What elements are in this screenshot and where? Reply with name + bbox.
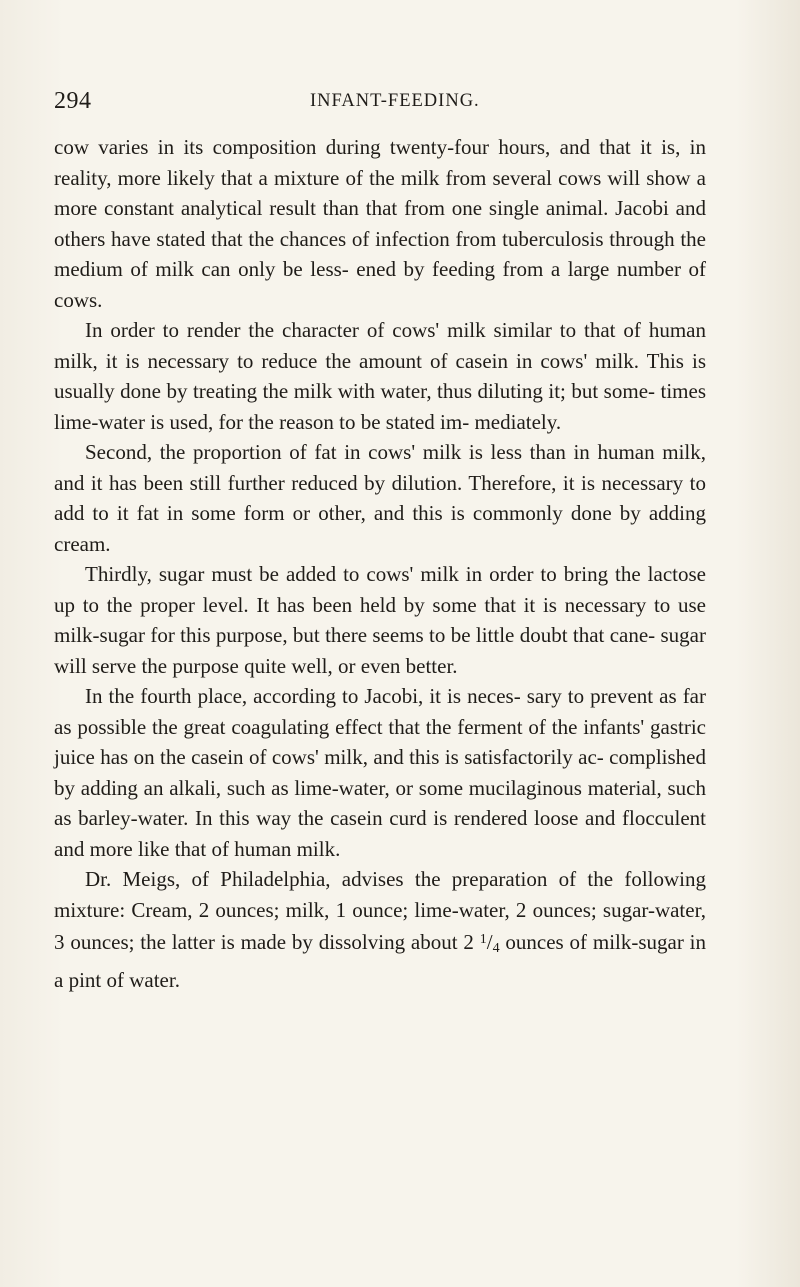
paragraph-meigs-mixture bbox=[54, 864, 706, 995]
paragraph-continued: cow varies in its composition during twenty-four hours, and that it is, in reality, more likely that a mixture of the milk from several cows will show a more constant analytical result than that from one single animal. Jacobi and others have stated that the chances of infection from tuberculosis through the medium of milk can only be less- ened by feeding from a large number of cows. bbox=[54, 135, 706, 312]
meigs-text-after-fraction: ounces of milk-sugar in a pint of water. bbox=[54, 930, 706, 992]
paragraph-casein: In order to render the character of cows' milk similar to that of human milk, it is necessary to reduce the amount of casein in cows' milk. This is usually done by treating the milk with water, thus diluting it; but some- times lime-water is used, for the reason to be stated im- mediately. bbox=[54, 318, 706, 434]
paragraph-fat: Second, the proportion of fat in cows' milk is less than in human milk, and it has been still further reduced by dilution. Therefore, it is necessary to add to it fat in some form or other, and this is commonly done by adding cream. bbox=[54, 440, 706, 556]
meigs-text-before-fraction: Dr. Meigs, of Philadelphia, advises the preparation of the following mixture: Cream, 2 ounces; milk, 1 ounce; lime-water, 2 ounces; sugar-water, 3 ounces; the latter is made by dissolving about 2 bbox=[54, 867, 706, 954]
fraction-numerator: 1 bbox=[479, 932, 487, 947]
running-head bbox=[54, 88, 704, 116]
fraction-denominator: 4 bbox=[492, 941, 500, 956]
paragraph-sugar: Thirdly, sugar must be added to cows' milk in order to bring the lactose up to the proper level. It has been held by some that it is necessary to use milk-sugar for this purpose, but there seems to be little doubt that cane- sugar will serve the purpose quite well, or even better. bbox=[54, 562, 706, 678]
running-title: INFANT-FEEDING. bbox=[310, 91, 480, 111]
fraction-slash: / bbox=[486, 930, 493, 954]
body-text bbox=[54, 132, 706, 995]
paragraph-coagulation: In the fourth place, according to Jacobi, it is neces- sary to prevent as far as possible the great coagulating effect that the ferment of the infants' gastric juice has on the casein of cows' milk, and this is satisfactorily ac- complished by adding an alkali, such as lime-water, or some mucilaginous material, such as barley-water. In this way the casein curd is rendered loose and flocculent and more like that of human milk. bbox=[54, 684, 706, 861]
page-number: 294 bbox=[54, 88, 92, 114]
